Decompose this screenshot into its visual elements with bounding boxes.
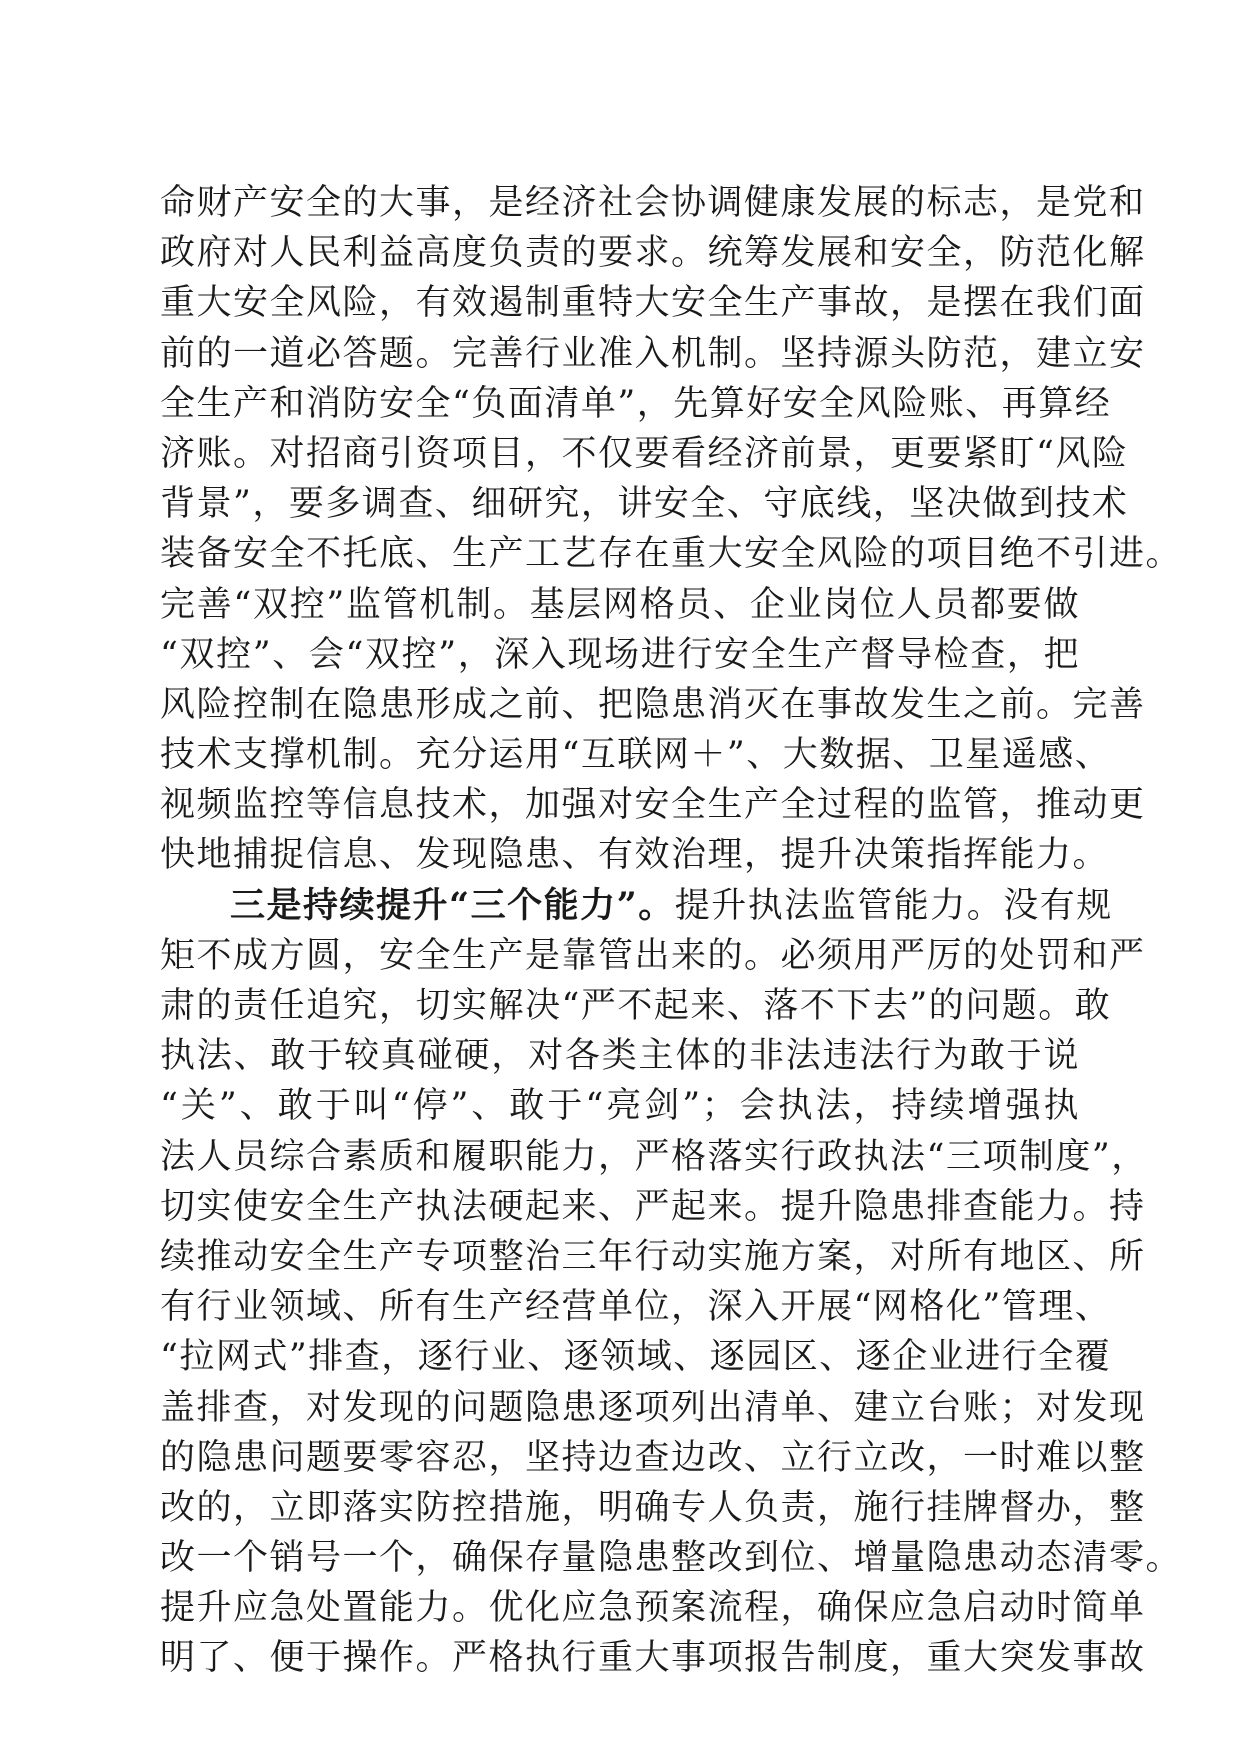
text-line: 提升应急处置能力。优化应急预案流程，确保应急启动时简单 (160, 1588, 1146, 1629)
text-line: 肃的责任追究，切实解决“严不起来、落不下去”的问题。敢 (160, 986, 1112, 1026)
text-line: 盖排查，对发现的问题隐患逐项列出清单、建立台账；对发现 (160, 1387, 1146, 1428)
text-line: “关”、敢于叫“停”、敢于“亮剑”；会执法，持续增强执 (160, 1086, 1080, 1127)
text-line: 风险控制在隐患形成之前、把隐患消灭在事故发生之前。完善 (160, 684, 1146, 725)
text-line: 完善“双控”监管机制。基层网格员、企业岗位人员都要做 (160, 584, 1080, 625)
text-line: 装备安全不托底、生产工艺存在重大安全风险的项目绝不引进。 (160, 534, 1183, 575)
document-page (160, 178, 1183, 1684)
text-line: 改的，立即落实防控措施，明确专人负责，施行挂牌督办，整 (160, 1487, 1146, 1528)
paragraph-2 (160, 881, 1183, 1684)
text-line: 续推动安全生产专项整治三年行动实施方案，对所有地区、所 (160, 1236, 1146, 1277)
paragraph-2-lead: 三是持续提升“三个能力”。 (230, 884, 675, 926)
text-line: 前的一道必答题。完善行业准入机制。坚持源头防范，建立安 (160, 333, 1146, 374)
text-line: 命财产安全的大事，是经济社会协调健康发展的标志，是党和 (160, 183, 1146, 223)
text-line: 法人员综合素质和履职能力，严格落实行政执法“三项制度”， (160, 1136, 1148, 1177)
text-line: 的隐患问题要零容忍，坚持边查边改、立行立改，一时难以整 (160, 1437, 1146, 1478)
text-line: 政府对人民利益高度负责的要求。统筹发展和安全，防范化解 (160, 233, 1146, 274)
text-line: 执法、敢于较真碰硬，对各类主体的非法违法行为敢于说 (160, 1036, 1080, 1077)
text-line: 明了、便于操作。严格执行重大事项报告制度，重大突发事故 (160, 1638, 1146, 1679)
text-line: “双控”、会“双控”，深入现场进行安全生产督导检查，把 (160, 634, 1080, 675)
text-line: 济账。对招商引资项目，不仅要看经济前景，更要紧盯“风险 (160, 433, 1129, 474)
text-line: 重大安全风险，有效遏制重特大安全生产事故，是摆在我们面 (160, 283, 1146, 324)
text-line: 改一个销号一个，确保存量隐患整改到位、增量隐患动态清零。 (160, 1538, 1183, 1579)
paragraph-2-first-line (160, 881, 1113, 931)
text-line: 背景”，要多调查、细研究，讲安全、守底线，坚决做到技术 (160, 484, 1129, 525)
paragraph-2-first-rest: 提升执法监管能力。没有规 (674, 885, 1113, 926)
paragraph-1 (160, 178, 1183, 881)
text-line: 全生产和消防安全“负面清单”，先算好安全风险账、再算经 (160, 383, 1112, 424)
text-line: 快地捕捉信息、发现隐患、有效治理，提升决策指挥能力。 (160, 835, 1110, 876)
text-line: 有行业领域、所有生产经营单位，深入开展“网格化”管理、 (160, 1287, 1112, 1328)
text-line: 矩不成方圆，安全生产是靠管出来的。必须用严厉的处罚和严 (160, 935, 1146, 976)
text-line: 技术支撑机制。充分运用“互联网＋”、大数据、卫星遥感、 (160, 735, 1112, 776)
text-line: 视频监控等信息技术，加强对安全生产全过程的监管，推动更 (160, 785, 1146, 826)
text-line: “拉网式”排查，逐行业、逐领域、逐园区、逐企业进行全覆 (160, 1337, 1112, 1378)
text-line: 切实使安全生产执法硬起来、严起来。提升隐患排查能力。持 (160, 1186, 1146, 1227)
